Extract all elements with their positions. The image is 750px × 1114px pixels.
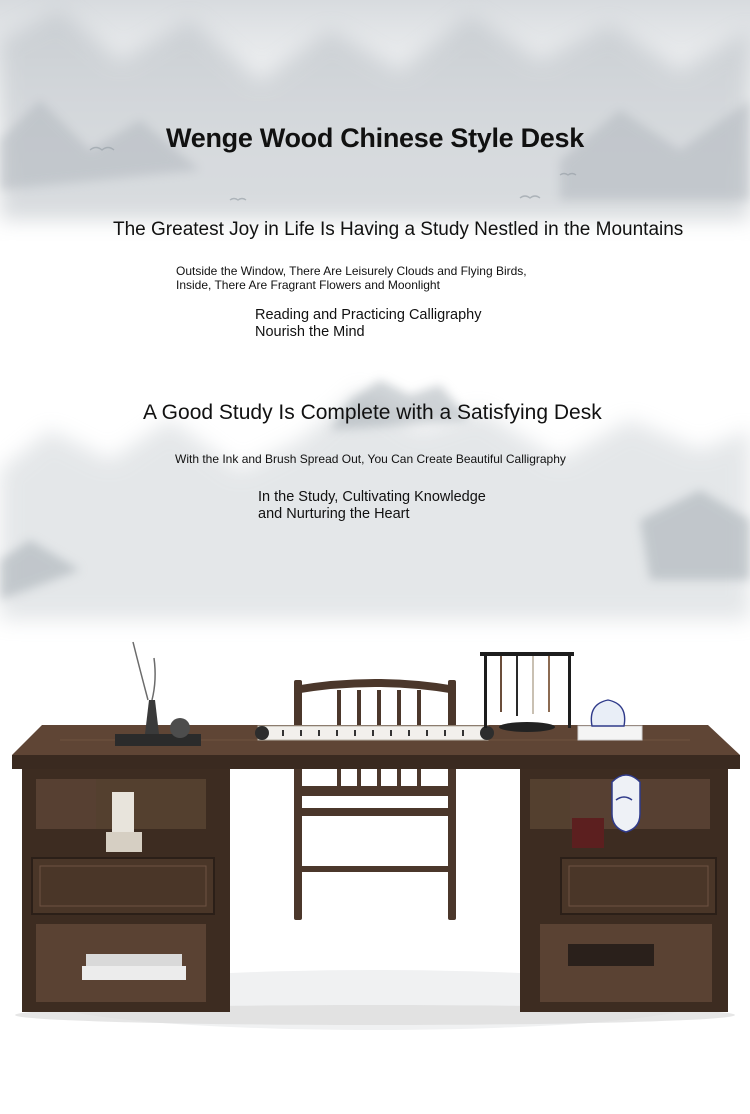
desk-product-illustration: [0, 600, 750, 1040]
section2-subheading: [258, 489, 486, 522]
section2-caption: With the Ink and Brush Spread Out, You Can Create Beautiful Calligraphy: [175, 452, 566, 466]
section1-caption-line-1: Outside the Window, There Are Leisurely Clouds and Flying Birds,: [176, 264, 527, 278]
desk-right-cabinet: [520, 769, 728, 1012]
section1-subheading: [255, 307, 482, 340]
section1-heading: The Greatest Joy in Life Is Having a Study Nestled in the Mountains: [113, 219, 684, 240]
section1-caption-line-2: Inside, There Are Fragrant Flowers and Moonlight: [176, 278, 440, 292]
chair: [294, 679, 456, 920]
section2-subheading-line-2: and Nurturing the Heart: [258, 505, 410, 522]
section1-caption: [176, 264, 527, 292]
section1-subheading-line-2: Nourish the Mind: [255, 323, 365, 340]
section1-subheading-line-1: Reading and Practicing Calligraphy: [255, 307, 482, 323]
desk-left-cabinet: [22, 769, 230, 1012]
section2-subheading-line-1: In the Study, Cultivating Knowledge: [258, 489, 486, 505]
page-title: Wenge Wood Chinese Style Desk: [166, 123, 584, 153]
section2-heading: A Good Study Is Complete with a Satisfying Desk: [143, 401, 602, 424]
